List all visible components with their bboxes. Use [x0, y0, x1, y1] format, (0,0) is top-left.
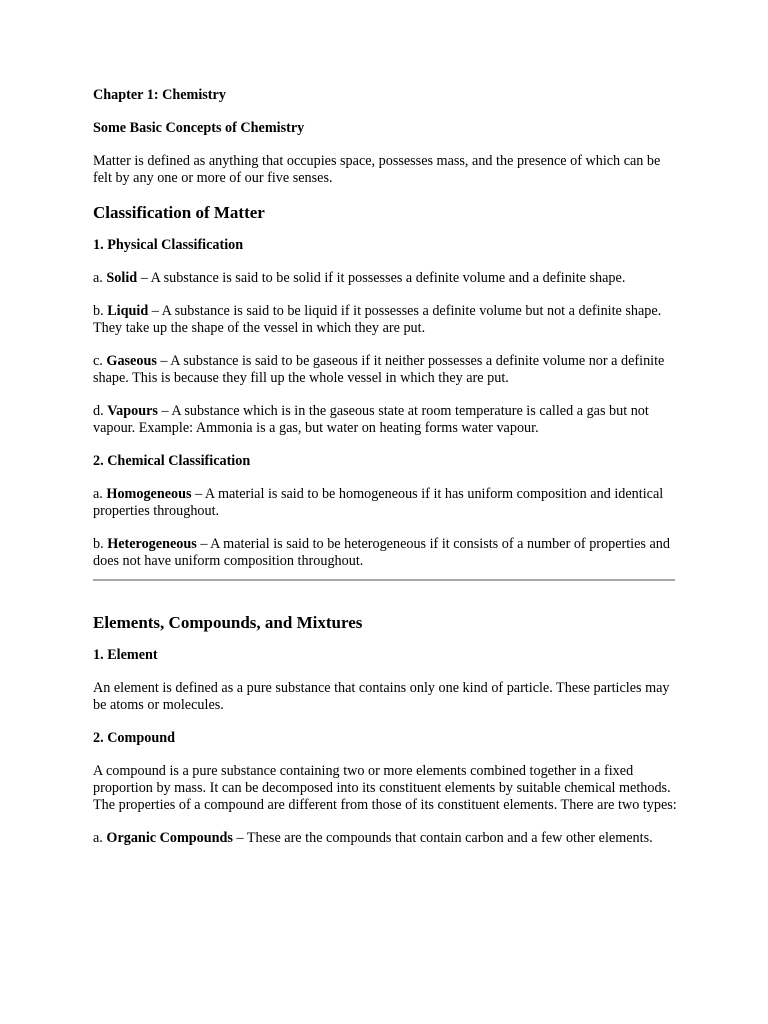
- physical-classification-heading: 1. Physical Classification: [93, 237, 244, 253]
- item-term: Homogeneous: [106, 486, 192, 502]
- item-term: Heterogeneous: [107, 536, 197, 552]
- item-text: – These are the compounds that contain carbon and a few other elements.: [232, 830, 653, 846]
- item-term: Liquid: [107, 303, 149, 319]
- element-paragraph: An element is defined as a pure substance that contains only one kind of particle. These particles may be atoms or molecules.: [93, 680, 670, 713]
- elements-heading: Elements, Compounds, and Mixtures: [93, 613, 363, 632]
- item-text: – A substance which is in the gaseous state at room temperature is called a gas but not vapour. Example: Ammonia is a gas, but water on heating forms water vapour.: [93, 403, 649, 436]
- compound-paragraph: A compound is a pure substance containing two or more elements combined together in a fixed proportion by mass. It can be decomposed into its constituent elements by suitable chemical methods. The properties of a compound are different from those of its constituent elements. There are two types:: [93, 763, 677, 813]
- list-item-liquid: [93, 303, 678, 337]
- item-prefix: d.: [93, 403, 108, 419]
- chapter-title: Chapter 1: Chemistry: [93, 87, 226, 103]
- item-text: – A substance is said to be solid if it possesses a definite volume and a definite shape.: [137, 270, 626, 286]
- classification-heading: Classification of Matter: [93, 203, 265, 222]
- item-prefix: b.: [93, 303, 108, 319]
- item-prefix: b.: [93, 536, 108, 552]
- compound-heading: 2. Compound: [93, 730, 176, 746]
- document-page: [93, 87, 678, 847]
- item-prefix: a.: [93, 270, 107, 286]
- item-prefix: a.: [93, 830, 107, 846]
- element-heading: 1. Element: [93, 647, 158, 663]
- list-item-organic-compounds: [93, 830, 678, 847]
- item-term: Vapours: [107, 403, 158, 419]
- horizontal-divider: [93, 579, 675, 581]
- item-text: – A material is said to be heterogeneous if it consists of a number of properties and does not have uniform composition throughout.: [93, 536, 670, 569]
- chemical-classification-heading: 2. Chemical Classification: [93, 453, 251, 469]
- item-prefix: c.: [93, 353, 107, 369]
- list-item-vapours: [93, 403, 678, 437]
- list-item-homogeneous: [93, 486, 678, 520]
- intro-paragraph: Matter is defined as anything that occupies space, possesses mass, and the presence of which can be felt by any one or more of our five senses.: [93, 153, 661, 186]
- item-term: Organic Compounds: [106, 830, 233, 846]
- item-text: – A material is said to be homogeneous if it has uniform composition and identical properties throughout.: [93, 486, 664, 519]
- item-term: Gaseous: [106, 353, 157, 369]
- list-item-heterogeneous: [93, 536, 678, 570]
- item-text: – A substance is said to be gaseous if it neither possesses a definite volume nor a definite shape. This is because they fill up the whole vessel in which they are put.: [93, 353, 665, 386]
- list-item-solid: [93, 270, 678, 287]
- subtitle: Some Basic Concepts of Chemistry: [93, 120, 305, 136]
- item-prefix: a.: [93, 486, 107, 502]
- item-text: – A substance is said to be liquid if it possesses a definite volume but not a definite shape. They take up the shape of the vessel in which they are put.: [93, 303, 662, 336]
- item-term: Solid: [106, 270, 138, 286]
- list-item-gaseous: [93, 353, 678, 387]
